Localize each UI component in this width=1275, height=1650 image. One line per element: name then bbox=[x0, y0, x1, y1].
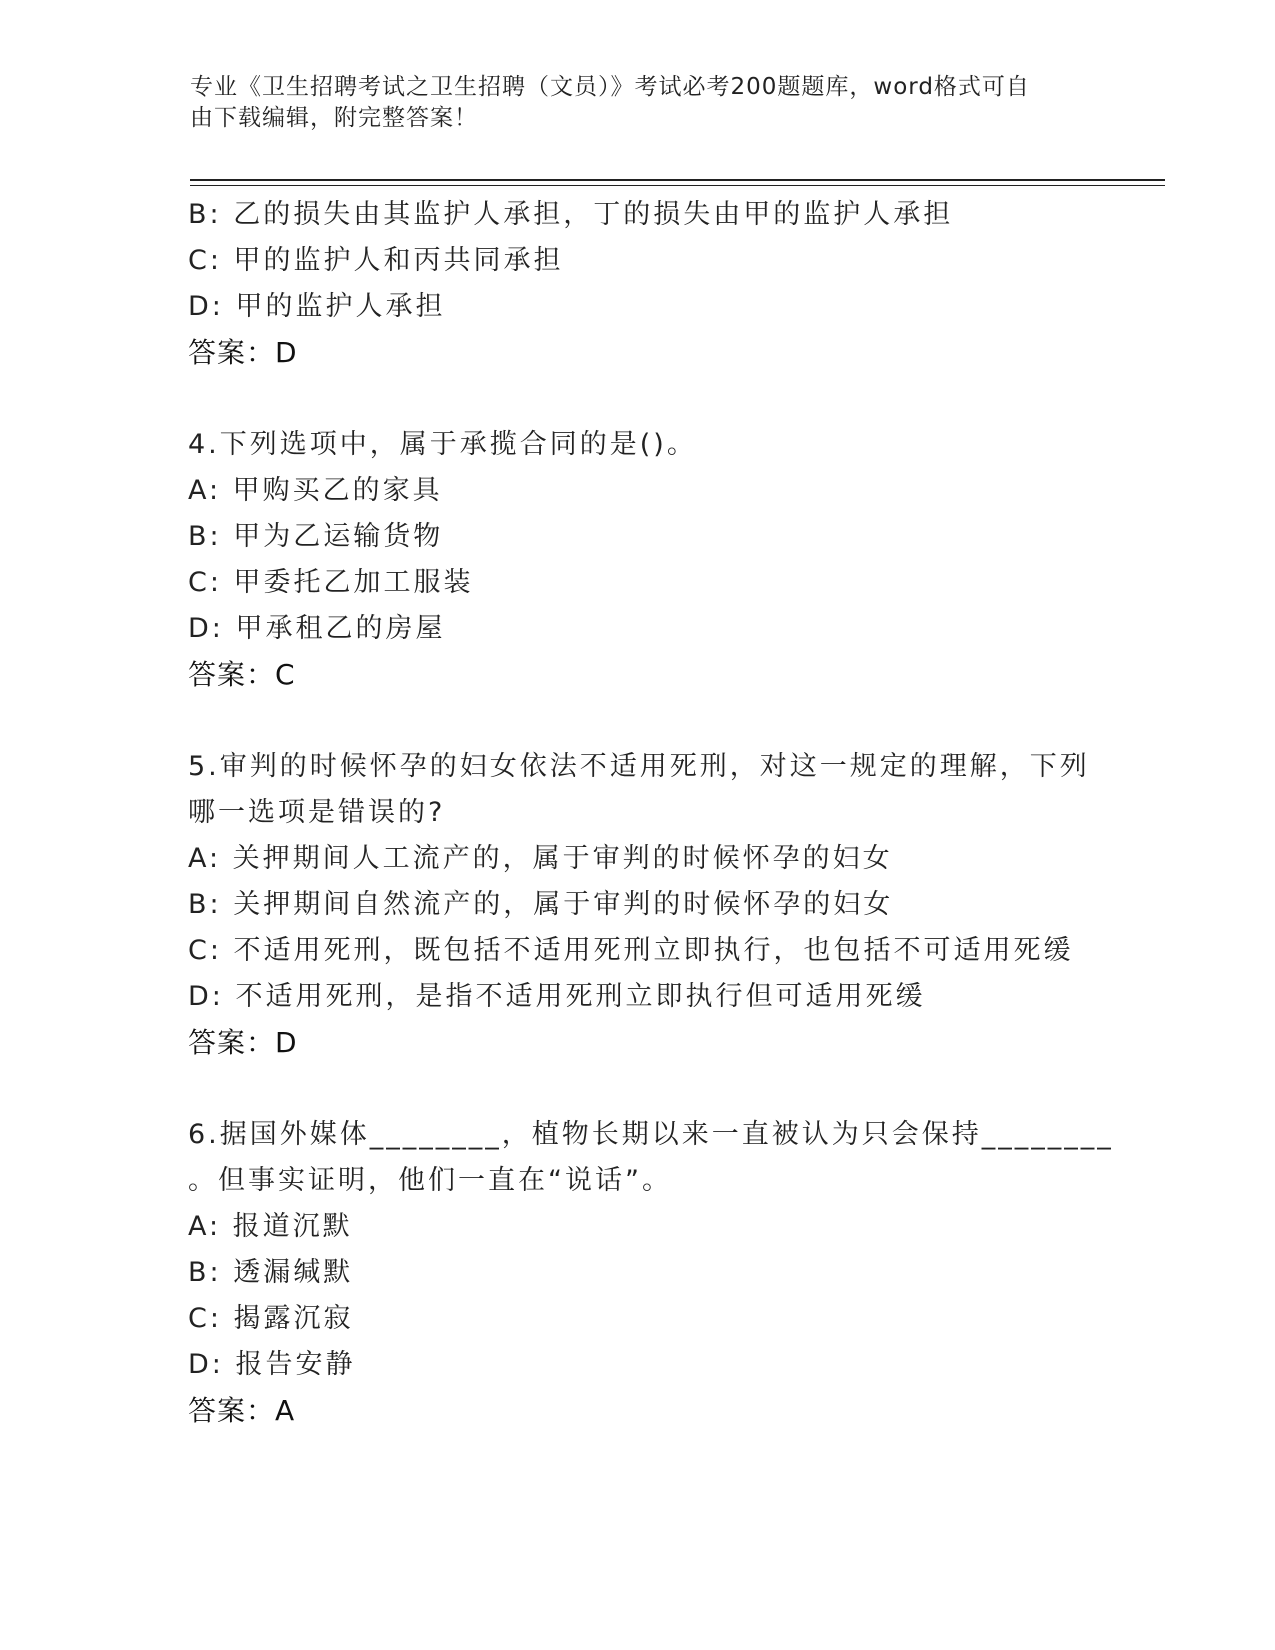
option-b: B: 甲为乙运输货物 bbox=[188, 521, 444, 552]
option-c: C: 甲的监护人和丙共同承担 bbox=[188, 245, 564, 276]
option-d: D: 甲承租乙的房屋 bbox=[188, 613, 446, 644]
header-line-1: 专业《卫生招聘考试之卫生招聘（文员）》考试必考200题题库，word格式可自 bbox=[190, 74, 1030, 100]
question-4 bbox=[188, 422, 1088, 698]
option-c: C: 揭露沉寂 bbox=[188, 1303, 354, 1334]
answer-line: 答案：C bbox=[188, 658, 296, 691]
document-header bbox=[190, 72, 1090, 134]
option-d: D: 报告安静 bbox=[188, 1349, 356, 1380]
answer-line: 答案：A bbox=[188, 1394, 296, 1427]
spacer bbox=[188, 1066, 1088, 1112]
option-a: A: 关押期间人工流产的，属于审判的时候怀孕的妇女 bbox=[188, 843, 893, 874]
spacer bbox=[188, 698, 1088, 744]
answer-line: 答案：D bbox=[188, 336, 298, 369]
answer-line: 答案：D bbox=[188, 1026, 298, 1059]
option-c: C: 不适用死刑，既包括不适用死刑立即执行，也包括不可适用死缓 bbox=[188, 935, 1074, 966]
question-3-continued bbox=[188, 192, 1088, 376]
option-b: B: 乙的损失由其监护人承担，丁的损失由甲的监护人承担 bbox=[188, 199, 954, 230]
question-stem-line-2: 哪一选项是错误的? bbox=[188, 797, 446, 828]
option-b: B: 关押期间自然流产的，属于审判的时候怀孕的妇女 bbox=[188, 889, 894, 920]
spacer bbox=[188, 376, 1088, 422]
question-6 bbox=[188, 1112, 1114, 1434]
option-b: B: 透漏缄默 bbox=[188, 1257, 354, 1288]
header-divider-thick bbox=[190, 179, 1165, 181]
question-stem-line-1: 5.审判的时候怀孕的妇女依法不适用死刑，对这一规定的理解，下列 bbox=[188, 751, 1090, 782]
question-stem-line-2: 。但事实证明，他们一直在“说话”。 bbox=[188, 1165, 672, 1196]
question-list bbox=[188, 192, 1114, 1434]
option-c: C: 甲委托乙加工服装 bbox=[188, 567, 474, 598]
option-a: A: 报道沉默 bbox=[188, 1211, 353, 1242]
header-divider-thin bbox=[190, 185, 1165, 186]
option-d: D: 甲的监护人承担 bbox=[188, 291, 446, 322]
option-d: D: 不适用死刑，是指不适用死刑立即执行但可适用死缓 bbox=[188, 981, 926, 1012]
header-line-2: 由下载编辑，附完整答案！ bbox=[190, 105, 478, 131]
question-5 bbox=[188, 744, 1088, 1066]
option-a: A: 甲购买乙的家具 bbox=[188, 475, 443, 506]
question-stem-line-1: 6.据国外媒体________，植物长期以来一直被认为只会保持________ bbox=[188, 1119, 1114, 1150]
question-stem: 4.下列选项中，属于承揽合同的是()。 bbox=[188, 429, 697, 460]
